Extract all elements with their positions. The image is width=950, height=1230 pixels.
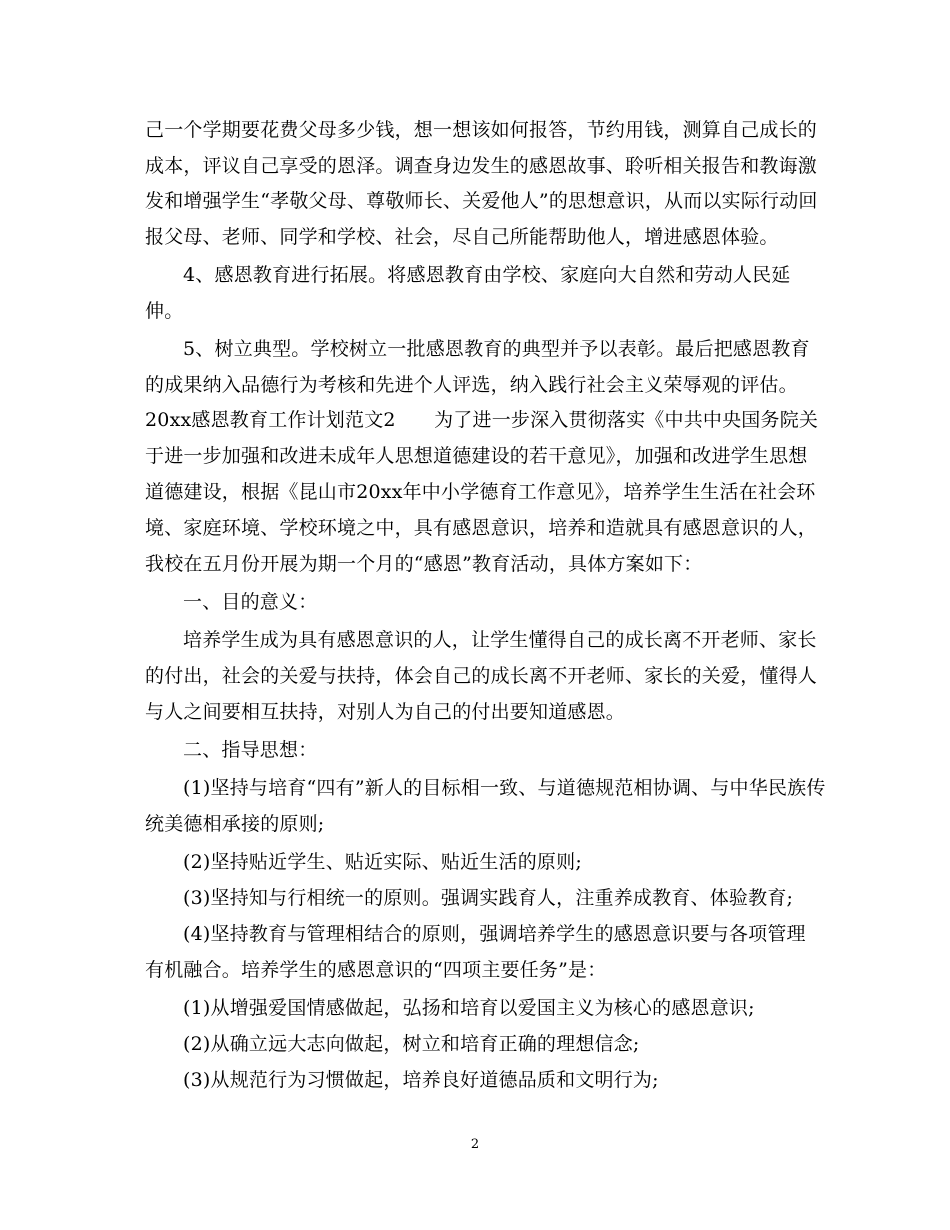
text-line: 的成果纳入品德行为考核和先进个人评选，纳入践行社会主义荣辱观的评估。	[145, 374, 798, 396]
text-line: 我校在五月份开展为期一个月的“感恩”教育活动，具体方案如下：	[145, 553, 703, 575]
section-heading: 二、指导思想：	[183, 739, 318, 761]
text-line: 的付出，社会的关爱与扶持，体会自己的成长离不开老师、家长的关爱，懂得人	[145, 665, 818, 687]
text-line: (3)从规范行为习惯做起，培养良好道德品质和文明行为;	[183, 1069, 659, 1091]
text-line: 5、树立典型。学校树立一批感恩教育的典型并予以表彰。最后把感恩教育	[183, 338, 810, 360]
text-line: 4、感恩教育进行拓展。将感恩教育由学校、家庭向大自然和劳动人民延	[183, 264, 791, 286]
section-heading: 一、目的意义：	[183, 591, 318, 613]
text-line: 己一个学期要花费父母多少钱，想一想该如何报答，节约用钱，测算自己成长的	[145, 119, 818, 141]
page-number: 2	[470, 1137, 480, 1152]
text-line: (2)坚持贴近学生、贴近实际、贴近生活的原则;	[183, 851, 582, 873]
text-line: (1)从增强爱国情感做起，弘扬和培育以爱国主义为核心的感恩意识;	[183, 997, 755, 1019]
text-line: 报父母、老师、同学和学校、社会，尽自己所能帮助他人，增进感恩体验。	[145, 226, 779, 248]
text-line: 20xx感恩教育工作计划范文2 为了进一步深入贯彻落实《中共中央国务院关	[145, 409, 819, 431]
text-line: 有机融合。培养学生的感恩意识的“四项主要任务”是：	[145, 959, 607, 981]
text-line: 境、家庭环境、学校环境之中，具有感恩意识，培养和造就具有感恩意识的人，	[145, 517, 818, 539]
text-line: 伸。	[145, 300, 184, 322]
text-line: (3)坚持知与行相统一的原则。强调实践育人，注重养成教育、体验教育;	[183, 887, 794, 909]
text-line: (4)坚持教育与管理相结合的原则，强调培养学生的感恩意识要与各项管理	[183, 923, 806, 945]
text-line: 与人之间要相互扶持，对别人为自己的付出要知道感恩。	[145, 701, 626, 723]
text-line: (1)坚持与培育“四有”新人的目标相一致、与道德规范相协调、与中华民族传	[183, 777, 826, 799]
text-line: (2)从确立远大志向做起，树立和培育正确的理想信念;	[183, 1033, 640, 1055]
text-line: 统美德相承接的原则;	[145, 813, 325, 835]
text-line: 成本，评议自己享受的恩泽。调查身边发生的感恩故事、聆听相关报告和教诲激	[145, 155, 818, 177]
text-line: 培养学生成为具有感恩意识的人，让学生懂得自己的成长离不开老师、家长	[183, 629, 817, 651]
text-line: 于进一步加强和改进未成年人思想道德建设的若干意见》，加强和改进学生思想	[145, 445, 808, 467]
text-line: 道德建设，根据《昆山市20xx年中小学德育工作意见》，培养学生生活在社会环	[145, 481, 816, 503]
text-line: 发和增强学生“孝敬父母、尊敬师长、关爱他人”的思想意识，从而以实际行动回	[145, 190, 818, 212]
